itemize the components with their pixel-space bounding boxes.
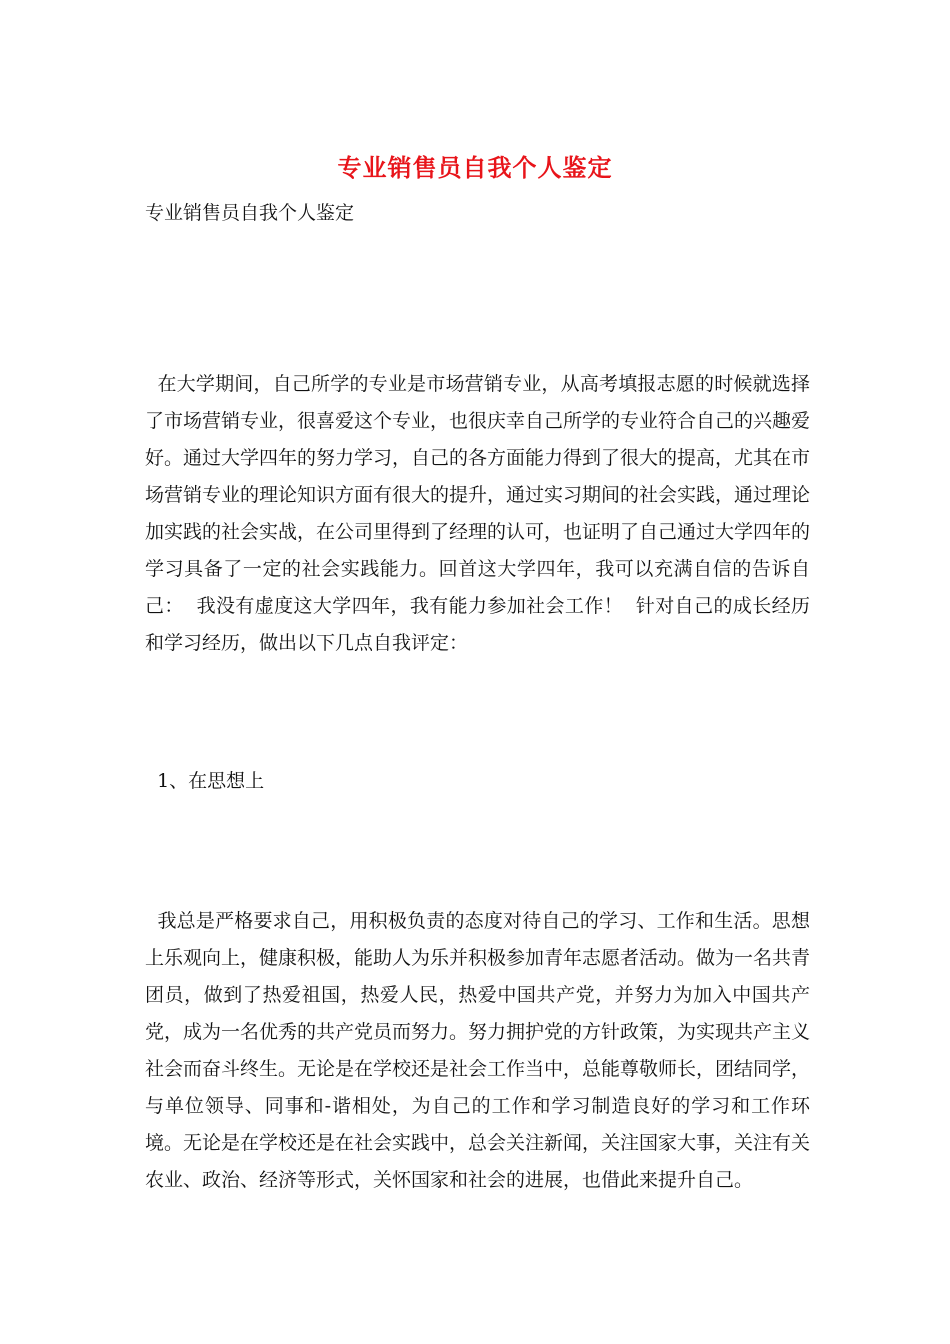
document-title: 专业销售员自我个人鉴定	[337, 153, 613, 182]
section-heading-thought: 1、在思想上	[145, 770, 265, 792]
document-subtitle: 专业销售员自我个人鉴定	[145, 202, 355, 224]
paragraph-intro: 在大学期间，自己所学的专业是市场营销专业，从高考填报志愿的时候就选择了市场营销专业，很喜爱这个专业，也很庆幸自己所学的专业符合自己的兴趣爱好。通过大学四年的努力学习，自己的各方面能力得到了很大的提高，尤其在市场营销专业的理论知识方面有很大的提升，通过实习期间的社会实践，通过理论加实践的社会实战，在公司里得到了经理的认可，也证明了自己通过大学四年的学习具备了一定的社会实践能力。回首这大学四年，我可以充满自信的告诉自己： 我没有虚度这大学四年，我有能力参加社会工作！ 针对自己的成长经历和学习经历，做出以下几点自我评定：	[145, 373, 811, 654]
paragraph-thought: 我总是严格要求自己，用积极负责的态度对待自己的学习、工作和生活。思想上乐观向上，健康积极，能助人为乐并积极参加青年志愿者活动。做为一名共青团员，做到了热爱祖国，热爱人民，热爱中国共产党，并努力为加入中国共产党，成为一名优秀的共产党员而努力。努力拥护党的方针政策，为实现共产主义社会而奋斗终生。无论是在学校还是社会工作当中，总能尊敬师长，团结同学，与单位领导、同事和-谐相处，为自己的工作和学习制造良好的学习和工作环境。无论是在学校还是在社会实践中，总会关注新闻，关注国家大事，关注有关农业、政治、经济等形式，关怀国家和社会的进展，也借此来提升自己。	[145, 910, 811, 1191]
